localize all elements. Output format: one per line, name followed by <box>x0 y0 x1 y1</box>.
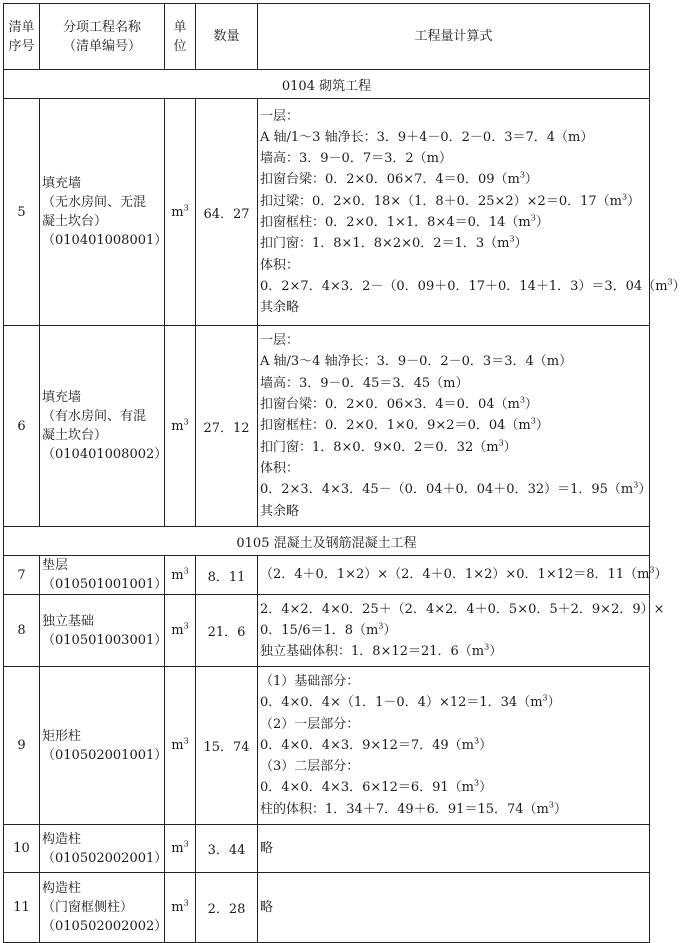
unit-exponent: 3 <box>667 277 673 287</box>
calc-line: A 轴/3～4 轴净长：3．9－0．2－0．3＝3．4（m） <box>260 354 573 370</box>
header-qty: 数量 <box>196 4 258 70</box>
table-row <box>4 595 650 667</box>
calc-line: A 轴/1～3 轴净长：3．9＋4－0．2－0．3＝7．4（m） <box>260 129 594 145</box>
unit-base: m <box>171 900 184 915</box>
unit-exponent: 3 <box>474 736 480 746</box>
unit-cell <box>165 667 196 825</box>
header-name: 分项工程名称 （清单编号） <box>40 4 165 70</box>
unit-cell <box>165 556 196 595</box>
calc-line: 体积： <box>260 257 300 273</box>
unit-exponent: 3 <box>519 171 525 181</box>
item-name-line: 垫层 <box>42 558 69 573</box>
item-name-line: 构造柱 <box>42 881 82 896</box>
item-name <box>40 556 168 595</box>
calc-line: 0．2×7．4×3．2－（0．09＋0．17＋0．14＋1．3）＝3．$04(m^3)$ <box>260 277 686 294</box>
unit-exponent: 3 <box>509 234 515 244</box>
item-name-line: 构造柱 <box>42 831 82 847</box>
calc-line: 0．4×0．4×3．9×12＝7．$49(m^3)$ <box>260 736 493 753</box>
calc-line: 扣窗台梁：0．2×0．06×3．4＝0．$04(m^3)$ <box>260 395 538 413</box>
section-title: 0105 混凝土及钢筋混凝土工程 <box>4 527 650 556</box>
unit-exponent: 3 <box>183 898 189 908</box>
calc-line: （2）一层部分： <box>260 716 360 732</box>
calc-line: 其余略 <box>260 300 300 316</box>
calc-line: 墙高：3．9－0．45＝3．45（m） <box>260 375 469 391</box>
calc-line: 扣门窗：1．8×1．8×2×0．2＝1．$3(m^3)$ <box>260 234 528 252</box>
calc-line: 略 <box>260 899 274 915</box>
unit-base: m <box>171 623 184 638</box>
table-row <box>4 326 650 527</box>
item-name-line: 凝土坎台） <box>42 214 108 229</box>
unit-exponent: 3 <box>530 213 536 223</box>
row-number: 10 <box>4 825 40 873</box>
quantity-value: 21．6 <box>196 595 258 667</box>
item-name-line: （010502001001） <box>42 747 168 763</box>
header-row <box>4 4 650 70</box>
item-name-line: （有水房间、有混 <box>42 409 147 424</box>
row-number: 9 <box>4 667 40 825</box>
item-name <box>40 873 168 943</box>
calc-formula <box>258 825 650 873</box>
unit-exponent: 3 <box>183 566 189 576</box>
unit-exponent: 3 <box>519 395 525 405</box>
quantity-value: 64．27 <box>196 99 258 326</box>
unit-base: m <box>171 841 184 856</box>
unit-base: m <box>171 567 184 583</box>
row-number: 6 <box>4 326 40 527</box>
table-row <box>4 825 650 873</box>
quantity-value: 15．74 <box>196 667 258 825</box>
item-name-line: （010401008001） <box>42 233 168 248</box>
section-row <box>4 527 650 556</box>
item-name <box>40 595 168 667</box>
unit-base: m <box>171 204 184 220</box>
table-body <box>4 70 686 943</box>
unit-exponent: 3 <box>649 566 655 576</box>
unit-cell <box>165 99 196 326</box>
row-number: 8 <box>4 595 40 667</box>
calc-formula <box>258 595 665 667</box>
unit-exponent: 3 <box>633 480 639 490</box>
calc-line: 0．4×0．4×3．6×12＝6．$91(m^3)$ <box>260 779 493 796</box>
table-row <box>4 556 650 595</box>
unit-base: m <box>171 738 184 753</box>
unit-exponent: 3 <box>548 800 554 810</box>
unit-cell <box>165 825 196 873</box>
unit-base: m <box>171 418 184 434</box>
unit-exponent: 3 <box>378 621 384 631</box>
calc-line: 略 <box>260 840 274 856</box>
unit-cell <box>165 595 196 667</box>
calc-line: 2．4×2．4×0．25＋（2．4×2．4＋0．5×0．5＋2．9×2．9）× <box>260 601 665 617</box>
calc-line: 一层： <box>260 108 300 124</box>
item-name <box>40 667 168 825</box>
calc-line: （1）基础部分： <box>260 673 360 689</box>
item-name-line: （010501001001） <box>42 577 168 592</box>
section-title: 0104 砌筑工程 <box>4 70 650 99</box>
unit-exponent: 3 <box>183 839 189 849</box>
calc-line: 扣窗框柱：0．2×0．1×0．9×2＝0．$04(m^3)$ <box>260 417 549 434</box>
table-row <box>4 667 650 825</box>
item-name-line: 矩形柱 <box>42 728 82 744</box>
unit-exponent: 3 <box>183 417 189 427</box>
quantity-value: 2．28 <box>196 873 258 943</box>
item-name-line: 填充墙 <box>42 390 82 405</box>
unit-cell <box>165 873 196 943</box>
calc-formula <box>258 99 686 326</box>
item-name-line: （010401008002） <box>42 447 168 462</box>
calc-line: 柱的体积：1．34＋7．49＋6．91＝15．$74(m^3)$ <box>260 800 567 817</box>
item-name-line: 凝土坎台） <box>42 428 108 443</box>
quantity-value: 3．44 <box>196 825 258 873</box>
calc-line: 墙高：3．9－0．7＝3．2（m） <box>260 151 452 167</box>
calc-line: 扣过梁：0．2×0．18×（1．8＋0．25×2）×2＝0．$17(m^3)$ <box>260 192 641 209</box>
quantity-value: 27．12 <box>196 326 258 527</box>
item-name-line: （门窗框侧柱） <box>42 900 134 915</box>
item-name-line: 独立基础 <box>42 613 95 629</box>
calc-line: 扣窗台梁：0．2×0．06×7．4＝0．$09(m^3)$ <box>260 171 538 188</box>
item-name-line: （无水房间、无混 <box>42 195 147 210</box>
calc-formula <box>258 326 650 527</box>
calc-line: 0．4×0．4×（1．1－0．4）×12＝1．$34(m^3)$ <box>260 693 561 711</box>
item-name <box>40 825 168 873</box>
item-name-line: （010501003001） <box>42 632 168 648</box>
calc-line: 体积： <box>260 460 300 476</box>
item-name <box>40 326 168 527</box>
quantity-value: 8．11 <box>196 556 258 595</box>
calc-line: 一层： <box>260 333 300 349</box>
calc-line: 0．2×3．4×3．45－（0．04＋0．04＋0．32）＝1．$95(m^3)$ <box>260 480 652 498</box>
unit-exponent: 3 <box>621 192 628 202</box>
row-number: 7 <box>4 556 40 595</box>
row-number: 11 <box>4 873 40 943</box>
calc-line: 扣门窗：1．8×0．9×0．2＝0．$32(m^3)$ <box>260 438 517 455</box>
table-row <box>4 873 650 943</box>
header-calc: 工程量计算式 <box>258 4 650 70</box>
item-name-line: 填充墙 <box>42 176 82 191</box>
item-name-line: （010502002001） <box>42 850 168 866</box>
item-name <box>40 99 168 326</box>
unit-exponent: 3 <box>498 438 504 448</box>
unit-exponent: 3 <box>484 642 490 652</box>
calc-line: （2．4＋0．1×2）×（2．4＋0．1×2）×0．1×12＝8．$11(m^3)$ <box>260 566 668 583</box>
calc-formula <box>258 873 650 943</box>
header-unit: 单 位 <box>165 4 196 70</box>
calc-formula <box>258 667 650 825</box>
unit-exponent: 3 <box>183 736 189 746</box>
unit-exponent: 3 <box>183 203 189 213</box>
item-name-line: （010502002002） <box>42 919 168 934</box>
unit-exponent: 3 <box>530 417 536 427</box>
quantity-table <box>3 3 686 943</box>
calc-formula <box>258 556 668 595</box>
unit-cell <box>165 326 196 527</box>
calc-line: 其余略 <box>260 503 300 519</box>
calc-line: 0．15/6＝1．$8(m^3)$ <box>260 621 397 638</box>
row-number: 5 <box>4 99 40 326</box>
calc-line: 独立基础体积：1．8×12＝21．$6(m^3)$ <box>260 642 503 660</box>
unit-exponent: 3 <box>542 693 548 703</box>
header-no: 清单 序号 <box>4 4 40 70</box>
calc-line: 扣窗框柱：0．2×0．1×1．8×4＝0．$14(m^3)$ <box>260 213 549 230</box>
table-row <box>4 99 650 326</box>
unit-exponent: 3 <box>183 621 189 631</box>
calc-line: （3）二层部分： <box>260 759 360 775</box>
unit-exponent: 3 <box>474 779 480 789</box>
section-row <box>4 70 650 99</box>
